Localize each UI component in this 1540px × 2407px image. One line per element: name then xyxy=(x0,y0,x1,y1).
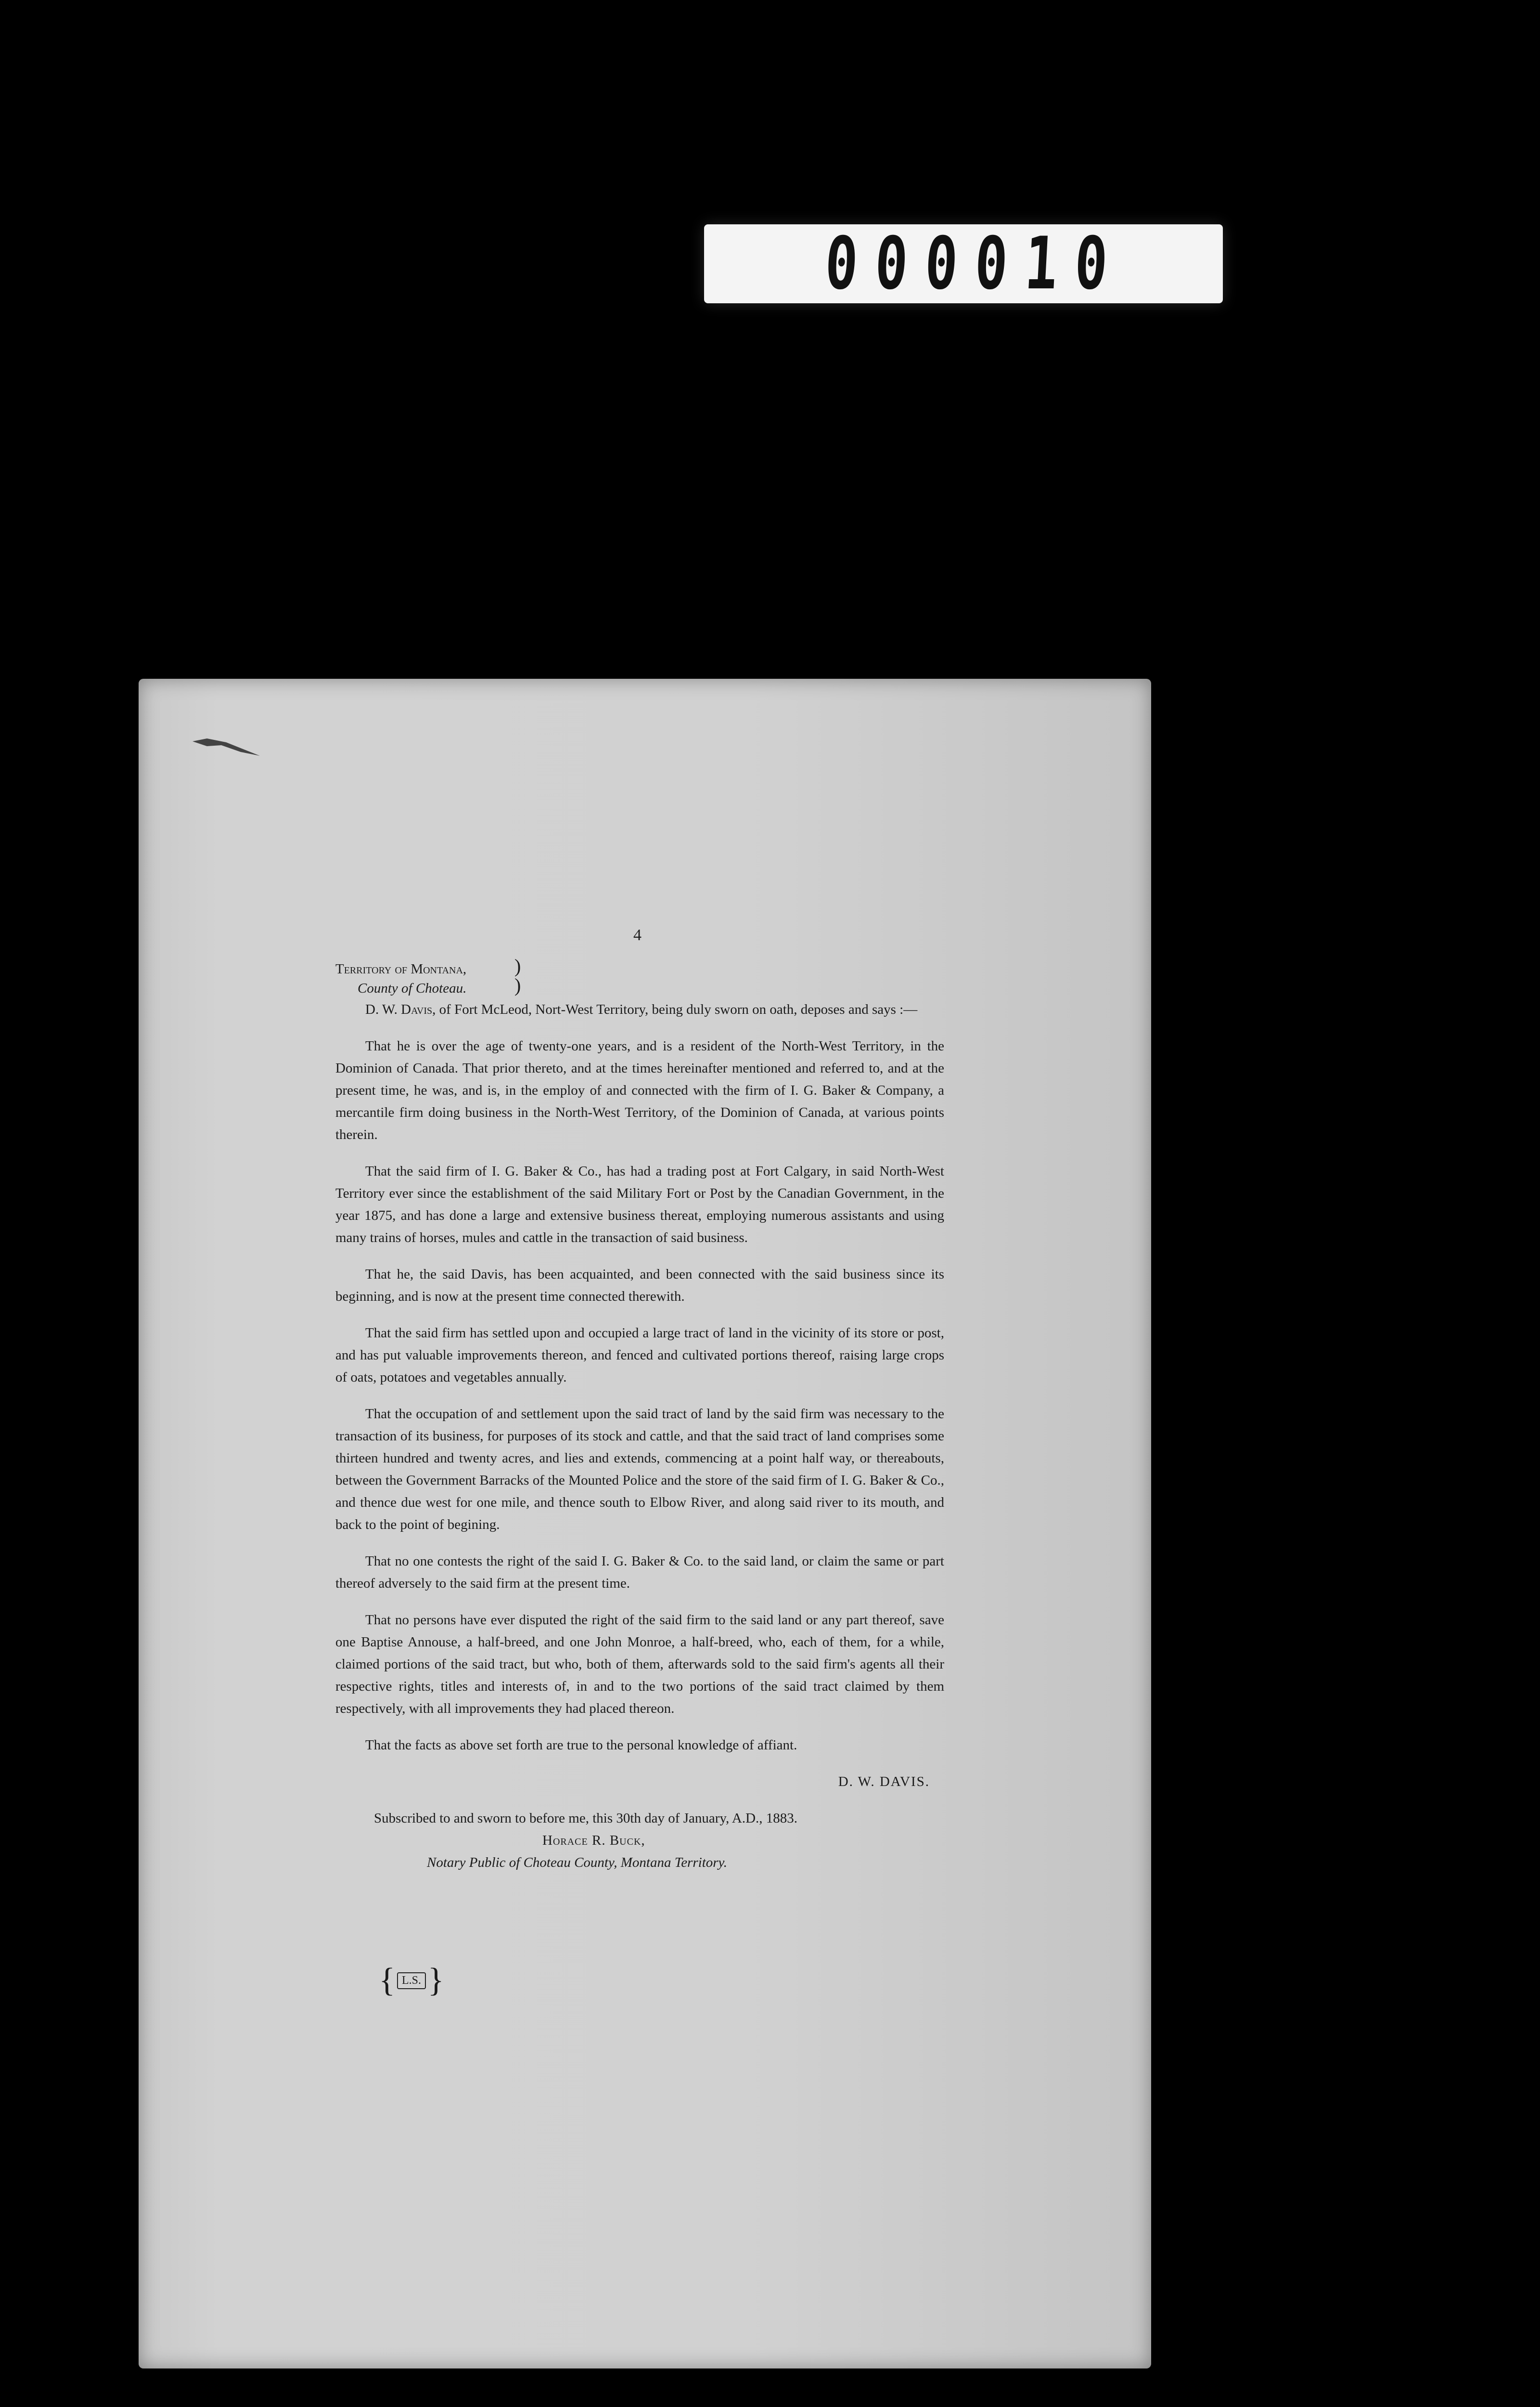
seal-text: L.S. xyxy=(397,1972,426,1989)
jurat: Subscribed to and sworn to before me, this 30th day of January, A.D., 1883. xyxy=(374,1811,798,1826)
paragraph: That the said firm of I. G. Baker & Co., has had a trading post at Fort Calgary, in said North-West Territory ever since the establishment of the said Military Fort or Post by the Canadian Government, in the year 1875, and has done a large and extensive business thereat, employing numerous assistants and using many trains of horses, mules and cattle in the transaction of said business. xyxy=(335,1164,944,1245)
venue-territory: Territory of Montana, xyxy=(335,961,467,977)
staple-mark xyxy=(188,732,270,761)
paragraph: That he, the said Davis, has been acquainted, and been connected with the said business since its beginning, and is now at the present time connected therewith. xyxy=(335,1267,944,1304)
frame-number: 000010 xyxy=(823,222,1127,306)
venue-brace-top: ) xyxy=(514,955,521,977)
paragraph: That the facts as above set forth are true to the personal knowledge of affiant. xyxy=(365,1737,797,1753)
affiant-name: D. W. Davis, xyxy=(365,1002,436,1017)
paragraph: That the said firm has settled upon and occupied a large tract of land in the vicinity of its store or post, and has put valuable improvements thereon, and fenced and cultivated portions thereof, raising large crops of oats, potatoes and vegetables annually. xyxy=(335,1325,944,1385)
venue-heading xyxy=(335,955,944,998)
notary-title: Notary Public of Choteau County, Montana Territory. xyxy=(427,1855,728,1870)
paragraph: That the occupation of and settlement upon the said tract of land by the said firm was necessary to the transaction of its business, for purposes of its stock and cattle, and that the said tract of land comprises some thirteen hundred and twenty acres, and lies and extends, commencing at a point half way, or thereabouts, between the Government Barracks of the Mounted Police and the store of the said firm of I. G. Baker & Co., and thence due west for one mile, and thence south to Elbow River, and along said river to its mouth, and back to the point of begining. xyxy=(335,1406,944,1532)
venue-brace-bottom: ) xyxy=(514,974,521,996)
seal-brace-right: } xyxy=(428,1962,444,1999)
paragraph: That he is over the age of twenty-one years, and is a resident of the North-West Territory, in the Dominion of Canada. That prior thereto, and at the times hereinafter mentioned and referred to, and at the present time, he was, and is, in the employ of and connected with the firm of I. G. Baker & Company, a mercantile firm doing business in the North-West Territory, of the Dominion of Canada, at various points therein. xyxy=(335,1038,944,1142)
paragraph: That no one contests the right of the said I. G. Baker & Co. to the said land, or claim the same or part thereof adversely to the said firm at the present time. xyxy=(335,1553,944,1591)
notary-seal xyxy=(379,1962,444,1999)
affiant-signature: D. W. DAVIS. xyxy=(838,1774,930,1789)
intro-text: of Fort McLeod, Nort-West Territory, being duly sworn on oath, deposes and says :— xyxy=(439,1002,918,1017)
notary-name: Horace R. Buck, xyxy=(542,1833,645,1848)
venue-county: County of Choteau. xyxy=(358,981,467,996)
frame-counter xyxy=(704,222,1223,306)
affidavit-text xyxy=(335,955,944,1874)
page-number: 4 xyxy=(633,926,642,944)
paragraph: That no persons have ever disputed the right of the said firm to the said land or any part thereof, save one Baptise Annouse, a half-breed, and one John Monroe, a half-breed, who, each of them, for a while, claimed portions of the said tract, but who, both of them, afterwards sold to the said firm's agents all their respective rights, titles and interests of, in and to the two portions of the said tract claimed by them respectively, with all improvements they had placed thereon. xyxy=(335,1612,944,1716)
intro-paragraph xyxy=(335,998,944,1021)
seal-brace-left: { xyxy=(379,1962,395,1999)
